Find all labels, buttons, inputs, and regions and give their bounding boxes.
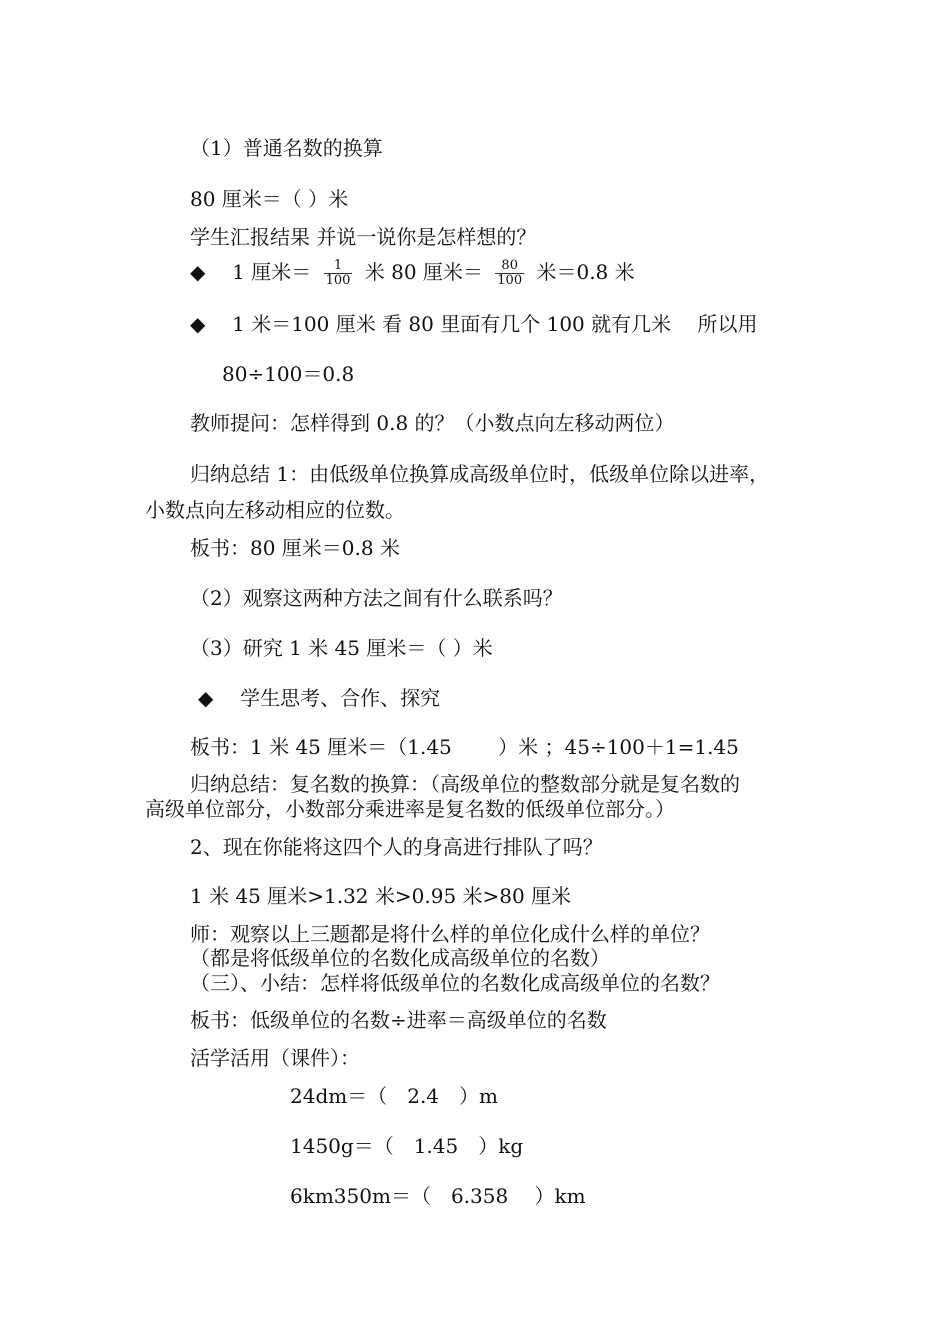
activity-line <box>198 686 440 710</box>
text-segment: 米＝0.8 米 <box>536 260 635 284</box>
section-heading-1: （1）普通名数的换算 <box>190 136 383 160</box>
summary-1-line-2: 小数点向左移动相应的位数。 <box>145 498 405 522</box>
problem-line: 80 厘米＝（ ）米 <box>190 187 349 211</box>
board-note-1: 板书：80 厘米＝0.8 米 <box>190 536 400 560</box>
diamond-bullet-icon: ◆ <box>190 260 206 284</box>
teacher-observation: 师：观察以上三题都是将什么样的单位化成什么样的单位？ <box>190 922 710 946</box>
fraction-numerator: 1 <box>333 258 343 273</box>
section-heading-2: （2）观察这两种方法之间有什么联系吗？ <box>190 586 563 610</box>
height-order: 1 米 45 厘米>1.32 米>0.95 米>80 厘米 <box>190 884 572 908</box>
section-heading-3: （3）研究 1 米 45 厘米＝（ ）米 <box>190 636 493 660</box>
instruction-line: 学生汇报结果 并说一说你是怎样想的？ <box>190 225 537 249</box>
exercise-3: 6km350m＝（ 6.358 ）km <box>290 1184 586 1208</box>
exercise-1: 24dm＝（ 2.4 ）m <box>290 1084 498 1108</box>
board-note-2: 板书：1 米 45 厘米＝（1.45 ）米 ；45÷100＋1=1.45 <box>190 735 739 759</box>
text-segment: 学生思考、合作、探究 <box>240 686 441 710</box>
division-equation: 80÷100＝0.8 <box>222 362 355 386</box>
exercise-2: 1450g＝（ 1.45 ）kg <box>290 1134 524 1158</box>
question-2: 2、现在你能将这四个人的身高进行排队了吗？ <box>190 835 603 859</box>
division-method-line <box>190 312 758 336</box>
text-segment: 1 米＝100 厘米 看 80 里面有几个 100 就有几米 所以用 <box>232 312 758 336</box>
diamond-bullet-icon: ◆ <box>198 686 214 710</box>
fraction-denominator: 100 <box>497 273 523 288</box>
fraction-80-100 <box>495 259 524 288</box>
fraction-1-100 <box>324 259 353 288</box>
practice-heading: 活学活用（课件）： <box>190 1046 360 1070</box>
text-segment: 米 80 厘米＝ <box>364 260 483 284</box>
summary-2-line-2: 高级单位部分，小数部分乘进率是复名数的低级单位部分。） <box>145 797 675 821</box>
fraction-denominator: 100 <box>325 273 351 288</box>
summary-2-line-1: 归纳总结：复名数的换算：（高级单位的整数部分就是复名数的 <box>190 772 740 796</box>
observation-answer: （都是将低级单位的名数化成高级单位的名数） <box>190 946 610 970</box>
summary-1-line-1: 归纳总结 1：由低级单位换算成高级单位时，低级单位除以进率， <box>190 462 770 486</box>
section-summary: （三）、小结：怎样将低级单位的名数化成高级单位的名数？ <box>190 971 720 995</box>
diamond-bullet-icon: ◆ <box>190 312 206 336</box>
board-note-3: 板书：低级单位的名数÷进率＝高级单位的名数 <box>190 1008 607 1032</box>
fraction-numerator: 80 <box>501 258 518 273</box>
text-segment: 1 厘米＝ <box>232 260 312 284</box>
fraction-method-line <box>190 257 635 288</box>
teacher-question: 教师提问：怎样得到 0.8 的？（小数点向左移动两位） <box>190 411 675 435</box>
